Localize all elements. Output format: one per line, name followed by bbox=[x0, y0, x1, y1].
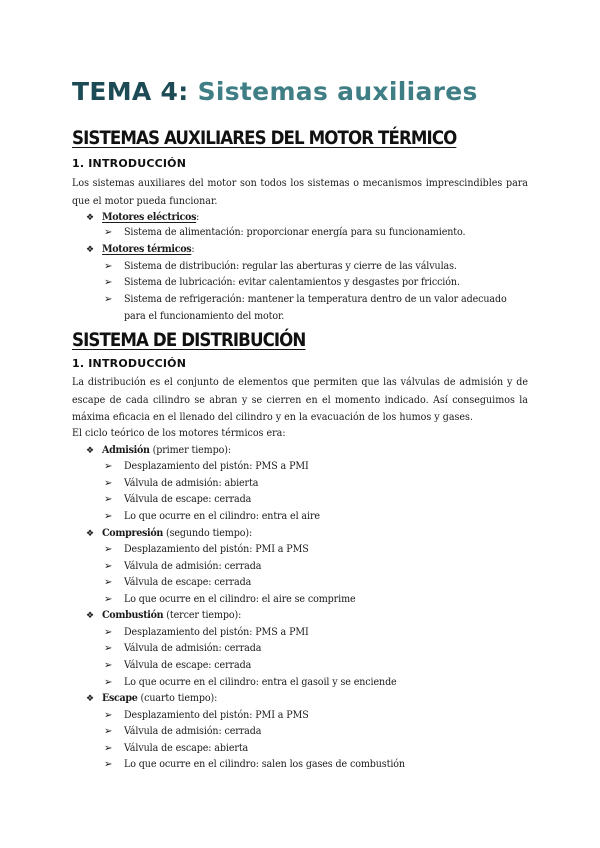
list-item bbox=[104, 475, 530, 492]
arrow-bullet-icon: ➢ bbox=[104, 261, 113, 272]
section-subtitle-intro-2: 1. INTRODUCCIÓN bbox=[72, 357, 187, 370]
diamond-bullet-icon: ❖ bbox=[86, 213, 94, 223]
arrow-bullet-icon: ➢ bbox=[104, 627, 113, 638]
arrow-bullet-icon: ➢ bbox=[104, 759, 113, 770]
phase-suffix: (segundo tiempo): bbox=[163, 527, 253, 539]
list-item bbox=[104, 657, 530, 674]
group-suffix: : bbox=[196, 211, 200, 223]
arrow-bullet-icon: ➢ bbox=[104, 594, 113, 605]
document-title bbox=[72, 74, 478, 110]
list-item bbox=[104, 458, 530, 475]
list-item-text: Válvula de escape: cerrada bbox=[124, 659, 252, 671]
list-item bbox=[104, 756, 530, 773]
list-item-text: Desplazamiento del pistón: PMI a PMS bbox=[124, 709, 309, 721]
group-suffix: : bbox=[191, 243, 195, 255]
cycle-intro: El ciclo teórico de los motores térmicos era: bbox=[72, 427, 286, 439]
document-title-prefix: TEMA 4: bbox=[72, 77, 189, 106]
list-item-text: Válvula de escape: cerrada bbox=[124, 493, 252, 505]
arrow-bullet-icon: ➢ bbox=[104, 494, 113, 505]
diamond-bullet-icon: ❖ bbox=[86, 694, 94, 704]
arrow-bullet-icon: ➢ bbox=[104, 726, 113, 737]
list-item bbox=[104, 274, 530, 291]
arrow-bullet-icon: ➢ bbox=[104, 710, 113, 721]
phase-item bbox=[86, 607, 241, 624]
list-item bbox=[104, 258, 530, 275]
phase-item bbox=[86, 690, 217, 707]
arrow-bullet-icon: ➢ bbox=[104, 461, 113, 472]
list-item bbox=[104, 541, 530, 558]
group-label: Motores térmicos bbox=[102, 243, 192, 255]
diamond-bullet-icon: ❖ bbox=[86, 245, 94, 255]
phase-label: Admisión bbox=[102, 444, 150, 456]
arrow-bullet-icon: ➢ bbox=[104, 294, 113, 305]
list-item-text: Lo que ocurre en el cilindro: entra el aire bbox=[124, 510, 320, 522]
list-item bbox=[104, 224, 530, 241]
list-item-text: Sistema de lubricación: evitar calentamientos y desgastes por fricción. bbox=[124, 276, 460, 288]
phase-suffix: (cuarto tiempo): bbox=[137, 692, 218, 704]
list-item bbox=[104, 640, 530, 657]
diamond-bullet-icon: ❖ bbox=[86, 611, 94, 621]
list-item-text: Lo que ocurre en el cilindro: el aire se comprime bbox=[124, 593, 356, 605]
arrow-bullet-icon: ➢ bbox=[104, 577, 113, 588]
list-item-text: Válvula de admisión: cerrada bbox=[124, 642, 262, 654]
arrow-bullet-icon: ➢ bbox=[104, 511, 113, 522]
section-title-auxiliares: SISTEMAS AUXILIARES DEL MOTOR TÉRMICO bbox=[72, 128, 457, 149]
arrow-bullet-icon: ➢ bbox=[104, 677, 113, 688]
list-item bbox=[104, 740, 530, 757]
list-item bbox=[104, 674, 530, 691]
arrow-bullet-icon: ➢ bbox=[104, 643, 113, 654]
phase-item bbox=[86, 442, 231, 459]
section-title-distribucion: SISTEMA DE DISTRIBUCIÓN bbox=[72, 330, 306, 351]
arrow-bullet-icon: ➢ bbox=[104, 561, 113, 572]
list-item bbox=[104, 624, 530, 641]
arrow-bullet-icon: ➢ bbox=[104, 743, 113, 754]
list-item-text: Sistema de refrigeración: mantener la temperatura dentro de un valor adecuado para el funcionamiento del motor. bbox=[124, 293, 507, 322]
phase-label: Compresión bbox=[102, 527, 164, 539]
list-item-text: Válvula de admisión: cerrada bbox=[124, 725, 262, 737]
intro-paragraph-2: La distribución es el conjunto de elementos que permiten que las válvulas de admisión y de escape de cada cilindro se abran y se cierren en el momento indicado. Así conseguimos la máxima eficacia en el llenado del cilindro y en la evacuación de los humos y gases. bbox=[72, 376, 528, 424]
list-item-text: Válvula de escape: cerrada bbox=[124, 576, 252, 588]
list-item bbox=[104, 723, 530, 740]
list-item-text: Lo que ocurre en el cilindro: entra el gasoil y se enciende bbox=[124, 676, 397, 688]
section-subtitle-intro-1: 1. INTRODUCCIÓN bbox=[72, 157, 187, 170]
list-item-text: Desplazamiento del pistón: PMS a PMI bbox=[124, 626, 309, 638]
list-item bbox=[104, 491, 530, 508]
list-item bbox=[104, 574, 530, 591]
arrow-bullet-icon: ➢ bbox=[104, 227, 113, 238]
document-title-main: Sistemas auxiliares bbox=[197, 77, 478, 106]
phase-item bbox=[86, 525, 252, 542]
phase-label: Combustión bbox=[102, 609, 164, 621]
diamond-bullet-icon: ❖ bbox=[86, 446, 94, 456]
list-item-text: Sistema de alimentación: proporcionar energía para su funcionamiento. bbox=[124, 226, 466, 238]
list-item bbox=[104, 591, 530, 608]
arrow-bullet-icon: ➢ bbox=[104, 544, 113, 555]
list-item-text: Válvula de admisión: cerrada bbox=[124, 560, 262, 572]
group-item bbox=[86, 241, 194, 258]
list-item-text: Válvula de escape: abierta bbox=[124, 742, 249, 754]
list-item-text: Desplazamiento del pistón: PMS a PMI bbox=[124, 460, 309, 472]
arrow-bullet-icon: ➢ bbox=[104, 660, 113, 671]
arrow-bullet-icon: ➢ bbox=[104, 277, 113, 288]
list-item-text: Desplazamiento del pistón: PMI a PMS bbox=[124, 543, 309, 555]
arrow-bullet-icon: ➢ bbox=[104, 478, 113, 489]
list-item bbox=[104, 291, 530, 325]
list-item-text: Lo que ocurre en el cilindro: salen los gases de combustión bbox=[124, 758, 405, 770]
list-item bbox=[104, 558, 530, 575]
list-item bbox=[104, 707, 530, 724]
phase-label: Escape bbox=[102, 692, 138, 704]
diamond-bullet-icon: ❖ bbox=[86, 529, 94, 539]
list-item-text: Sistema de distribución: regular las aberturas y cierre de las válvulas. bbox=[124, 260, 457, 272]
list-item-text: Válvula de admisión: abierta bbox=[124, 477, 259, 489]
intro-paragraph-1: Los sistemas auxiliares del motor son todos los sistemas o mecanismos imprescindibles para que el motor pueda funcionar. bbox=[72, 177, 528, 207]
phase-suffix: (tercer tiempo): bbox=[163, 609, 242, 621]
group-label: Motores eléctricos bbox=[102, 211, 197, 223]
list-item bbox=[104, 508, 530, 525]
phase-suffix: (primer tiempo): bbox=[149, 444, 231, 456]
